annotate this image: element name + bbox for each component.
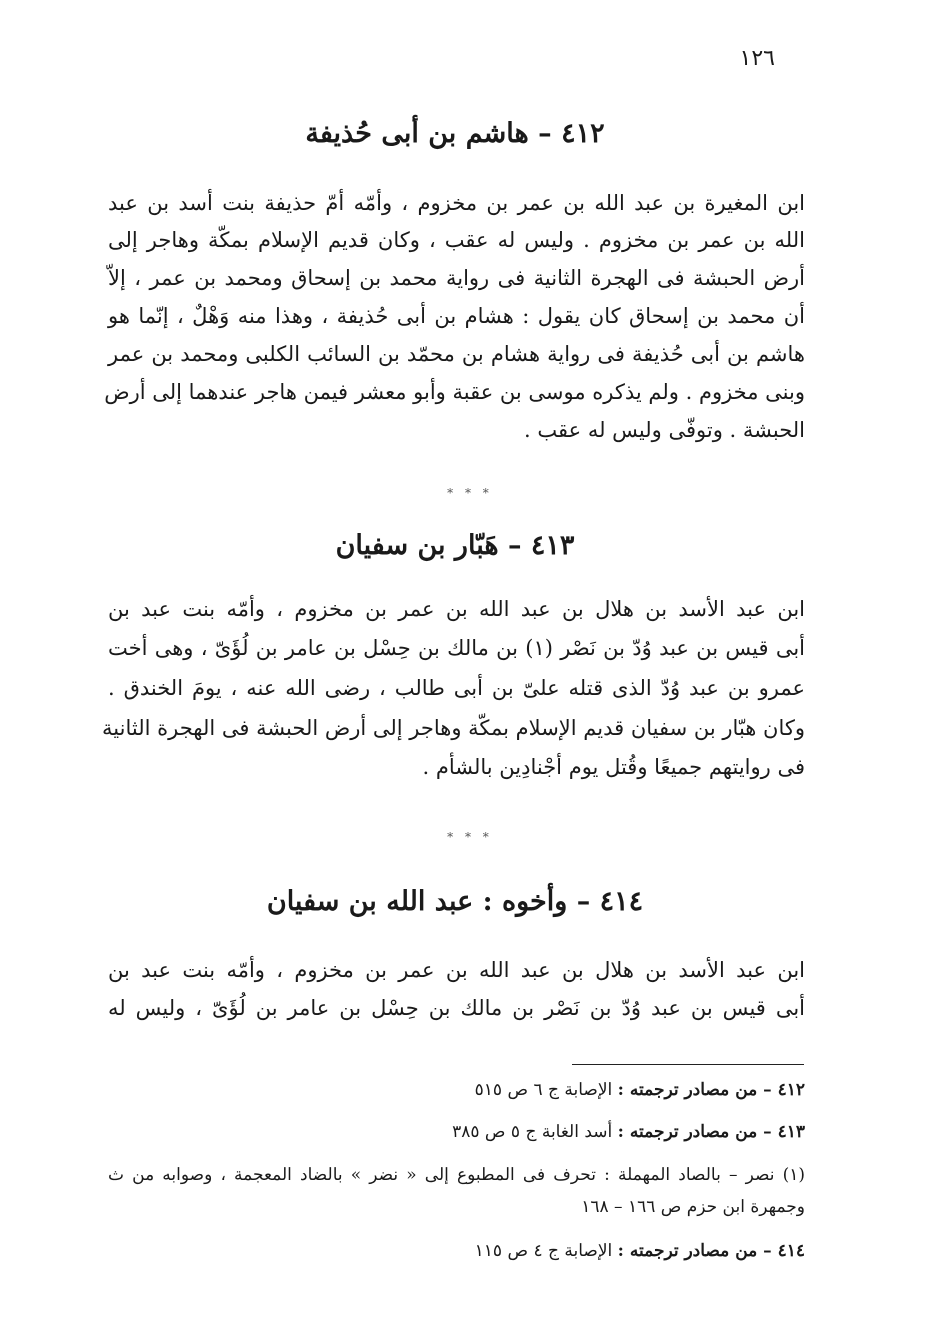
- entry-413-line-3: عمرو بن عبد وُدّ الذى قتله علىّ بن أبى طالب ، رضى الله عنه ، يومَ الخندق .: [108, 676, 805, 700]
- footnote-414-label: ٤١٤ – من مصادر ترجمته :: [617, 1241, 805, 1261]
- section-separator-1: * * *: [447, 486, 493, 500]
- entry-412-line-3: أرض الحبشة فى الهجرة الثانية فى رواية محمد بن إسحاق ومحمد بن عمر ، إلاّ: [108, 266, 805, 290]
- footnote-412-text: الإصابة ج ٦ ص ٥١٥: [474, 1080, 613, 1100]
- footnote-1-line-2: وجمهرة ابن حزم ص ١٦٦ – ١٦٨: [581, 1197, 805, 1217]
- entry-412-line-2: الله بن عمر بن مخزوم . وليس له عقب ، وكان قديم الإسلام بمكّة وهاجر إلى: [108, 228, 805, 252]
- entry-412-line-6: وبنى مخزوم . ولم يذكره موسى بن عقبة وأبو معشر فيمن هاجر عندهما إلى أرض: [104, 380, 805, 404]
- entry-413-line-2: أبى قيس بن عبد وُدّ بن نَصْر (١) بن مالك بن حِسْل بن عامر بن لُؤَىّ ، وهى أخت: [108, 636, 806, 660]
- footnote-413: [452, 1119, 805, 1145]
- footnote-412-label: ٤١٢ – من مصادر ترجمته :: [617, 1080, 805, 1100]
- entry-heading-412: ٤١٢ – هاشم بن أبى حُذيفة: [305, 118, 605, 149]
- entry-414-line-1: ابن عبد الأسد بن هلال بن عبد الله بن عمر بن مخزوم ، وأمّه بنت عبد بن: [108, 958, 805, 982]
- entry-414-line-2: أبى قيس بن عبد وُدّ بن نَصْر بن مالك بن حِسْل بن عامر بن لُؤَىّ ، وليس له: [108, 996, 805, 1020]
- section-separator-2: * * *: [447, 830, 493, 844]
- page-number: ١٢٦: [739, 46, 775, 71]
- footnote-412: [475, 1077, 805, 1103]
- entry-heading-414: ٤١٤ – وأخوه : عبد الله بن سفيان: [266, 886, 644, 917]
- entry-413-line-5: فى روايتهم جميعًا وقُتل يوم أجْنادِين بالشأم .: [422, 755, 805, 779]
- entry-412-line-5: هاشم بن أبى حُذيفة فى رواية هشام بن محمّد بن السائب الكلبى ومحمد بن عمر: [108, 342, 805, 366]
- entry-413-line-4: وكان هبّار بن سفيان قديم الإسلام بمكّة وهاجر إلى أرض الحبشة فى الهجرة الثانية: [102, 716, 805, 740]
- footnote-413-text: أسد الغابة ج ٥ ص ٣٨٥: [452, 1122, 613, 1142]
- footnote-414-text: الإصابة ج ٤ ص ١١٥: [474, 1241, 613, 1261]
- footnote-1-line-1: (١) نصر – بالصاد المهملة : تحرف فى المطبوع إلى « نضر » بالضاد المعجمة ، وصوابه من ث: [108, 1165, 805, 1185]
- entry-412-line-4: أن محمد بن إسحاق كان يقول : هشام بن أبى حُذيفة ، وهذا منه وَهْلٌ ، إنّما هو: [108, 304, 805, 328]
- entry-heading-413: ٤١٣ – هَبّار بن سفيان: [335, 530, 575, 561]
- footnote-413-label: ٤١٣ – من مصادر ترجمته :: [617, 1122, 805, 1142]
- entry-412-line-7: الحبشة . وتوفّى وليس له عقب .: [524, 418, 805, 442]
- footnote-rule: [572, 1064, 804, 1065]
- entry-413-line-1: ابن عبد الأسد بن هلال بن عبد الله بن عمر بن مخزوم ، وأمّه بنت عبد بن: [108, 597, 805, 621]
- entry-412-line-1: ابن المغيرة بن عبد الله بن عمر بن مخزوم ، وأمّه أمّ حذيفة بنت أسد بن عبد: [108, 191, 805, 215]
- footnote-414: [475, 1238, 805, 1264]
